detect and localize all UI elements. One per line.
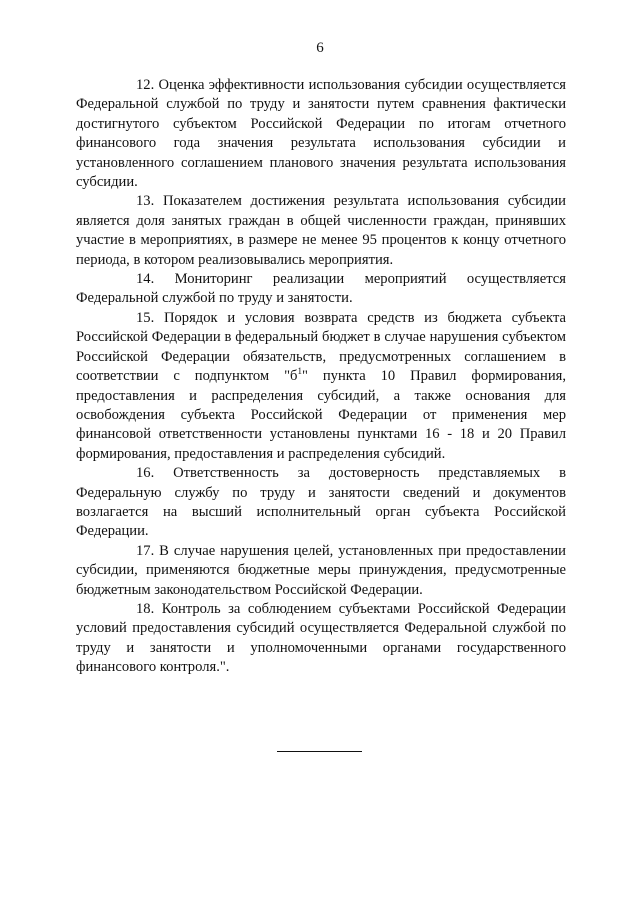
paragraph-13: 13. Показателем достижения результата использования субсидии является доля занятых граждан в общей численности граждан, принявших участие в мероприятиях, в размере не менее 95 процентов к концу отчетного периода, в котором реализовывались мероприятия.: [76, 193, 566, 268]
paragraph-15-text-after: " пункта 10 Правил формирования, предоставления и распределения субсидий, а также основания для освобождения субъекта Российской Федерации от применения мер финансовой ответственности установлены пунктами 16 - 18 и 20 Правил формирования, предоставления и распределения субсидий.: [76, 368, 566, 462]
document-body: [76, 76, 566, 678]
paragraph-15-text-before: 15. Порядок и условия возврата средств из бюджета субъекта Российской Федерации в федеральный бюджет в случае нарушения субъектом Российской Федерации обязательств, предусмотренных соглашением в соответствии с подпунктом "б: [76, 309, 566, 385]
paragraph-17: 17. В случае нарушения целей, установленных при предоставлении субсидии, применяются бюджетные меры принуждения, предусмотренные бюджетным законодательством Российской Федерации.: [76, 542, 566, 598]
paragraph-16: 16. Ответственность за достоверность представляемых в Федеральную службу по труду и занятости сведений и документов возлагается на высший исполнительный орган субъекта Российской Федерации.: [76, 465, 566, 540]
paragraph-18: 18. Контроль за соблюдением субъектами Российской Федерации условий предоставления субсидий осуществляется Федеральной службой по труду и занятости и уполномоченными органами государственного финансового контроля.".: [76, 600, 566, 676]
paragraph-15-superscript: 1: [297, 366, 302, 377]
end-of-document-rule: [277, 751, 362, 752]
page-number: 6: [316, 40, 324, 56]
paragraph-14: 14. Мониторинг реализации мероприятий осуществляется Федеральной службой по труду и занятости.: [76, 271, 566, 307]
paragraph-15: [76, 309, 566, 464]
paragraph-12: 12. Оценка эффективности использования субсидии осуществляется Федеральной службой по труду и занятости путем сравнения фактически достигнутого субъектом Российской Федерации по итогам отчетного финансового года значения результата использования субсидии и установленного соглашением планового значения результата использования субсидии.: [76, 77, 566, 191]
